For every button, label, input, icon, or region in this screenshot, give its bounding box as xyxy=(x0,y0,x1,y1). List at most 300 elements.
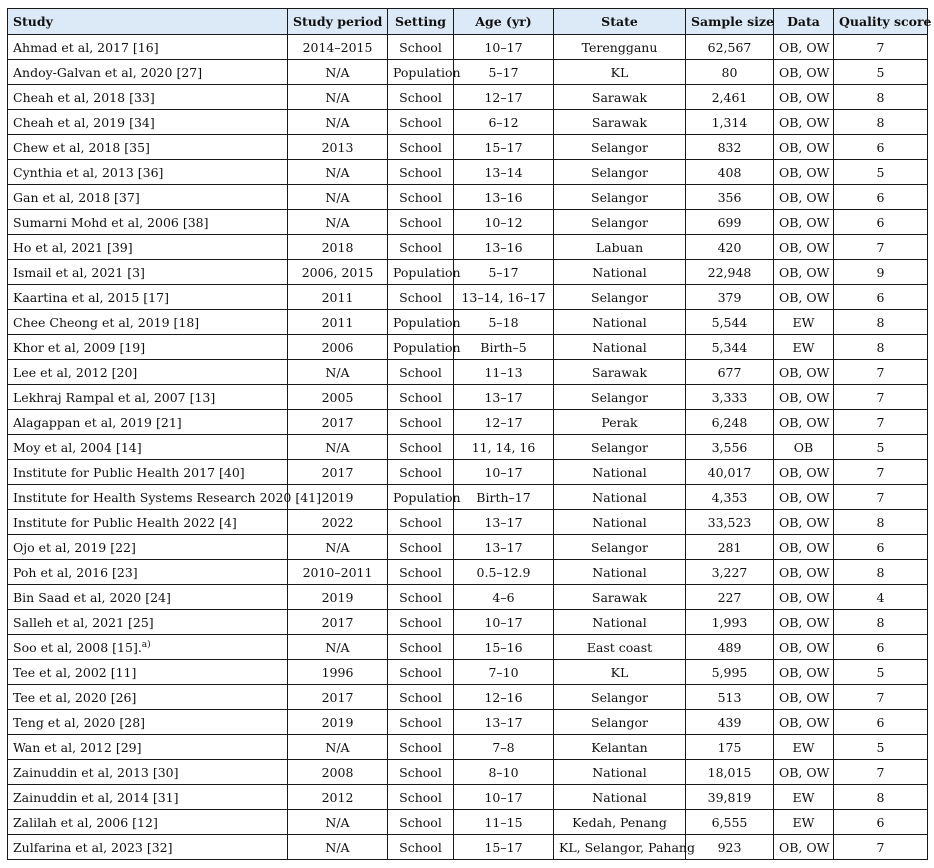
cell-data-text: OB, OW xyxy=(779,114,830,130)
cell-study-period xyxy=(288,35,388,60)
cell-data-text: OB, OW xyxy=(779,189,830,205)
cell-sample-size xyxy=(686,535,774,560)
cell-study-text: Zainuddin et al, 2013 [30] xyxy=(13,764,179,780)
cell-sample-size-text: 832 xyxy=(717,139,742,155)
cell-state-text: National xyxy=(592,564,647,580)
cell-data-text: OB, OW xyxy=(779,614,830,630)
cell-sample-size-text: 1,993 xyxy=(711,614,748,630)
cell-quality-score xyxy=(834,410,928,435)
cell-state xyxy=(554,460,686,485)
cell-setting xyxy=(388,660,454,685)
cell-sample-size-text: 699 xyxy=(717,214,742,230)
cell-age xyxy=(454,285,554,310)
cell-sample-size-text: 62,567 xyxy=(707,39,752,55)
cell-state xyxy=(554,210,686,235)
cell-setting xyxy=(388,285,454,310)
cell-data xyxy=(774,60,834,85)
cell-data xyxy=(774,360,834,385)
cell-age-text: 13–16 xyxy=(484,189,523,205)
cell-data-text: OB, OW xyxy=(779,389,830,405)
cell-age-text: Birth–17 xyxy=(476,489,531,505)
cell-age xyxy=(454,110,554,135)
cell-study-text: Cheah et al, 2018 [33] xyxy=(13,89,155,105)
cell-study-text: Andoy-Galvan et al, 2020 [27] xyxy=(13,64,203,80)
cell-study-period-text: 2006, 2015 xyxy=(301,264,374,280)
cell-study xyxy=(8,710,288,735)
cell-setting-text: School xyxy=(399,139,442,155)
cell-data-text: OB, OW xyxy=(779,264,830,280)
table-row xyxy=(8,160,928,185)
cell-quality-score-text: 5 xyxy=(876,664,885,680)
cell-study xyxy=(8,685,288,710)
table-row xyxy=(8,585,928,610)
cell-quality-score xyxy=(834,685,928,710)
table-row xyxy=(8,385,928,410)
cell-study xyxy=(8,110,288,135)
cell-study-period xyxy=(288,785,388,810)
cell-quality-score-text: 5 xyxy=(876,439,885,455)
cell-quality-score xyxy=(834,160,928,185)
cell-quality-score xyxy=(834,285,928,310)
cell-state-text: National xyxy=(592,764,647,780)
cell-quality-score-text: 5 xyxy=(876,164,885,180)
cell-study-period xyxy=(288,685,388,710)
cell-study xyxy=(8,85,288,110)
cell-study-period-text: 2008 xyxy=(321,764,354,780)
cell-study xyxy=(8,385,288,410)
table-row xyxy=(8,285,928,310)
cell-study-text: Moy et al, 2004 [14] xyxy=(13,439,142,455)
cell-study xyxy=(8,510,288,535)
cell-data xyxy=(774,410,834,435)
cell-age xyxy=(454,460,554,485)
cell-state xyxy=(554,610,686,635)
cell-state xyxy=(554,110,686,135)
cell-data-text: EW xyxy=(792,814,815,830)
cell-setting-text: School xyxy=(399,164,442,180)
cell-setting xyxy=(388,635,454,660)
cell-age xyxy=(454,235,554,260)
cell-sample-size-text: 420 xyxy=(717,239,742,255)
cell-quality-score-text: 6 xyxy=(876,189,885,205)
cell-study-period-text: 2019 xyxy=(321,589,354,605)
cell-data xyxy=(774,835,834,860)
cell-study xyxy=(8,335,288,360)
cell-sample-size xyxy=(686,635,774,660)
cell-study-period-text: 2011 xyxy=(321,289,354,305)
cell-age-text: 12–17 xyxy=(484,89,523,105)
table-row xyxy=(8,60,928,85)
cell-sample-size xyxy=(686,460,774,485)
cell-quality-score-text: 8 xyxy=(876,614,885,630)
cell-state-text: KL, Selangor, Pahang xyxy=(559,839,695,855)
cell-state-text: National xyxy=(592,514,647,530)
cell-study-period-text: 2017 xyxy=(321,689,354,705)
table-body xyxy=(8,35,928,860)
cell-quality-score-text: 8 xyxy=(876,89,885,105)
table-row xyxy=(8,335,928,360)
cell-age xyxy=(454,660,554,685)
cell-quality-score-text: 6 xyxy=(876,714,885,730)
cell-state-text: Perak xyxy=(601,414,638,430)
cell-state-text: KL xyxy=(610,664,629,680)
cell-sample-size-text: 80 xyxy=(721,64,738,80)
cell-age xyxy=(454,385,554,410)
cell-sample-size xyxy=(686,185,774,210)
cell-sample-size-text: 923 xyxy=(717,839,742,855)
cell-study-period xyxy=(288,285,388,310)
header-state: State xyxy=(554,9,686,35)
cell-quality-score xyxy=(834,535,928,560)
table-header xyxy=(8,9,932,35)
cell-data xyxy=(774,810,834,835)
cell-sample-size-text: 39,819 xyxy=(707,789,752,805)
cell-study-period xyxy=(288,760,388,785)
cell-sample-size-text: 5,995 xyxy=(711,664,748,680)
cell-age-text: 10–17 xyxy=(484,789,523,805)
cell-age-text: 15–17 xyxy=(484,139,523,155)
cell-state xyxy=(554,35,686,60)
cell-age xyxy=(454,735,554,760)
cell-study-period-text: N/A xyxy=(325,439,350,455)
cell-setting xyxy=(388,210,454,235)
cell-state xyxy=(554,435,686,460)
cell-study xyxy=(8,735,288,760)
cell-study-period xyxy=(288,185,388,210)
cell-quality-score xyxy=(834,260,928,285)
cell-study-text: Cheah et al, 2019 [34] xyxy=(13,114,155,130)
cell-sample-size xyxy=(686,60,774,85)
cell-sample-size-text: 677 xyxy=(717,364,742,380)
cell-quality-score xyxy=(834,835,928,860)
cell-quality-score-text: 8 xyxy=(876,564,885,580)
cell-age xyxy=(454,485,554,510)
cell-data xyxy=(774,185,834,210)
cell-setting-text: School xyxy=(399,789,442,805)
cell-setting xyxy=(388,260,461,285)
cell-age xyxy=(454,785,554,810)
cell-study xyxy=(8,135,288,160)
cell-age xyxy=(454,360,554,385)
cell-sample-size xyxy=(686,610,774,635)
table-row xyxy=(8,410,928,435)
cell-quality-score xyxy=(834,60,928,85)
table-row xyxy=(8,535,928,560)
cell-data-text: OB, OW xyxy=(779,464,830,480)
cell-quality-score xyxy=(834,210,928,235)
cell-quality-score xyxy=(834,235,928,260)
cell-quality-score-text: 6 xyxy=(876,539,885,555)
cell-age-text: 7–10 xyxy=(488,664,519,680)
cell-state xyxy=(554,335,686,360)
cell-study-period-text: N/A xyxy=(325,539,350,555)
footnote-marker: a) xyxy=(141,639,151,650)
cell-sample-size-text: 356 xyxy=(717,189,742,205)
cell-age-text: 11–15 xyxy=(484,814,523,830)
table-container xyxy=(7,8,932,860)
cell-study-period-text: 2013 xyxy=(321,139,354,155)
cell-state xyxy=(554,785,686,810)
cell-age-text: 12–16 xyxy=(484,689,523,705)
cell-study-period-text: 2019 xyxy=(321,489,354,505)
cell-setting xyxy=(388,510,454,535)
cell-state-text: National xyxy=(592,789,647,805)
cell-study-period-text: 2018 xyxy=(321,239,354,255)
cell-study-period-text: N/A xyxy=(325,839,350,855)
cell-setting xyxy=(388,560,454,585)
cell-sample-size-text: 1,314 xyxy=(711,114,748,130)
cell-state xyxy=(554,235,686,260)
cell-age xyxy=(454,135,554,160)
cell-data xyxy=(774,735,834,760)
cell-setting xyxy=(388,760,454,785)
cell-study xyxy=(8,835,288,860)
cell-study-period xyxy=(288,235,388,260)
cell-study xyxy=(8,235,288,260)
cell-study-period-text: N/A xyxy=(325,364,350,380)
cell-study-period xyxy=(288,635,388,660)
header-sample-size: Sample size xyxy=(686,9,774,35)
cell-setting xyxy=(388,685,454,710)
cell-data xyxy=(774,485,834,510)
table-row xyxy=(8,760,928,785)
cell-sample-size-text: 439 xyxy=(717,714,742,730)
cell-study xyxy=(8,160,288,185)
cell-age xyxy=(454,85,554,110)
cell-quality-score-text: 7 xyxy=(876,689,885,705)
cell-data xyxy=(774,110,834,135)
cell-quality-score-text: 8 xyxy=(876,789,885,805)
cell-age-text: 10–17 xyxy=(484,464,523,480)
cell-age xyxy=(454,535,554,560)
cell-study-period xyxy=(288,735,388,760)
cell-sample-size xyxy=(686,260,774,285)
cell-data xyxy=(774,135,834,160)
cell-study-period-text: 2010–2011 xyxy=(302,564,373,580)
cell-state xyxy=(554,760,686,785)
cell-data xyxy=(774,35,834,60)
cell-study-text: Lekhraj Rampal et al, 2007 [13] xyxy=(13,389,216,405)
cell-age xyxy=(454,610,554,635)
cell-study-period-text: N/A xyxy=(325,214,350,230)
cell-study-period-text: N/A xyxy=(325,639,350,655)
cell-age-text: 13–14, 16–17 xyxy=(461,289,546,305)
cell-data xyxy=(774,785,834,810)
cell-state-text: Selangor xyxy=(591,214,648,230)
table-row xyxy=(8,635,928,660)
cell-setting-text: School xyxy=(399,364,442,380)
cell-quality-score xyxy=(834,35,928,60)
cell-state xyxy=(554,810,686,835)
cell-setting-text: School xyxy=(399,214,442,230)
cell-state-text: National xyxy=(592,489,647,505)
cell-state-text: Sarawak xyxy=(591,114,648,130)
cell-setting-text: School xyxy=(399,664,442,680)
cell-setting-text: School xyxy=(399,764,442,780)
cell-data xyxy=(774,660,834,685)
cell-state-text: Selangor xyxy=(591,689,648,705)
table-row xyxy=(8,560,928,585)
cell-sample-size xyxy=(686,160,774,185)
cell-data xyxy=(774,460,834,485)
cell-study-period-text: 2019 xyxy=(321,714,354,730)
cell-study-text: Bin Saad et al, 2020 [24] xyxy=(13,589,171,605)
cell-age xyxy=(454,510,554,535)
cell-age-text: 13–17 xyxy=(484,539,523,555)
cell-study-text: Salleh et al, 2021 [25] xyxy=(13,614,154,630)
cell-sample-size-text: 18,015 xyxy=(707,764,752,780)
cell-age-text: 10–17 xyxy=(484,39,523,55)
cell-age-text: 5–17 xyxy=(488,64,519,80)
cell-study-text: Soo et al, 2008 [15]. xyxy=(13,639,142,655)
cell-setting-text: School xyxy=(399,814,442,830)
cell-age xyxy=(454,685,554,710)
cell-quality-score-text: 7 xyxy=(876,764,885,780)
cell-study-period xyxy=(288,385,388,410)
cell-quality-score xyxy=(834,785,928,810)
cell-quality-score xyxy=(834,435,928,460)
cell-state-text: Selangor xyxy=(591,439,648,455)
table-row xyxy=(8,185,928,210)
cell-sample-size xyxy=(686,335,774,360)
cell-age xyxy=(454,635,554,660)
cell-study-text: Wan et al, 2012 [29] xyxy=(13,739,142,755)
cell-setting-text: School xyxy=(399,714,442,730)
cell-state xyxy=(554,585,686,610)
cell-quality-score-text: 6 xyxy=(876,814,885,830)
table-row xyxy=(8,785,928,810)
cell-quality-score xyxy=(834,485,928,510)
cell-setting xyxy=(388,385,454,410)
cell-state xyxy=(554,285,686,310)
cell-setting-text: Population xyxy=(393,339,461,355)
cell-age-text: 10–17 xyxy=(484,614,523,630)
cell-study-period xyxy=(288,85,388,110)
cell-age-text: Birth–5 xyxy=(480,339,527,355)
cell-data-text: OB, OW xyxy=(779,89,830,105)
cell-study-period xyxy=(288,510,388,535)
cell-sample-size xyxy=(686,360,774,385)
cell-sample-size xyxy=(686,410,774,435)
cell-study-text: Chew et al, 2018 [35] xyxy=(13,139,150,155)
cell-study-period xyxy=(288,210,388,235)
cell-study-period-text: N/A xyxy=(325,814,350,830)
cell-study-period xyxy=(288,660,388,685)
cell-sample-size xyxy=(686,760,774,785)
cell-setting-text: School xyxy=(399,689,442,705)
cell-sample-size-text: 379 xyxy=(717,289,742,305)
cell-state-text: Selangor xyxy=(591,289,648,305)
cell-quality-score-text: 6 xyxy=(876,639,885,655)
cell-quality-score-text: 5 xyxy=(876,64,885,80)
cell-study-text: Institute for Health Systems Research 2020 [41] xyxy=(13,489,322,505)
cell-state-text: Selangor xyxy=(591,389,648,405)
table-row xyxy=(8,835,928,860)
cell-study-text: Ho et al, 2021 [39] xyxy=(13,239,133,255)
cell-quality-score xyxy=(834,135,928,160)
cell-setting xyxy=(388,360,454,385)
cell-study xyxy=(8,410,288,435)
cell-data-text: OB, OW xyxy=(779,289,830,305)
cell-age xyxy=(454,810,554,835)
cell-sample-size-text: 175 xyxy=(717,739,742,755)
cell-data-text: EW xyxy=(792,739,815,755)
cell-age xyxy=(454,560,554,585)
cell-data-text: OB, OW xyxy=(779,564,830,580)
cell-quality-score-text: 8 xyxy=(876,514,885,530)
cell-study xyxy=(8,310,288,335)
cell-age-text: 13–17 xyxy=(484,389,523,405)
cell-data-text: OB, OW xyxy=(779,589,830,605)
cell-state xyxy=(554,385,686,410)
cell-study-period xyxy=(288,810,388,835)
cell-study-period xyxy=(288,610,388,635)
cell-setting-text: School xyxy=(399,739,442,755)
cell-quality-score-text: 8 xyxy=(876,114,885,130)
cell-study-period xyxy=(288,410,388,435)
cell-data xyxy=(774,610,834,635)
cell-state xyxy=(554,410,686,435)
cell-data-text: OB xyxy=(793,439,814,455)
cell-study xyxy=(8,60,288,85)
cell-age-text: 12–17 xyxy=(484,414,523,430)
table-row xyxy=(8,610,928,635)
cell-state xyxy=(554,85,686,110)
cell-sample-size xyxy=(686,285,774,310)
cell-study-text: Kaartina et al, 2015 [17] xyxy=(13,289,169,305)
cell-age xyxy=(454,760,554,785)
cell-quality-score-text: 5 xyxy=(876,739,885,755)
cell-state xyxy=(554,310,686,335)
cell-study xyxy=(8,210,288,235)
cell-setting-text: School xyxy=(399,389,442,405)
cell-study-period-text: 2012 xyxy=(321,789,354,805)
table-row xyxy=(8,735,928,760)
cell-data xyxy=(774,260,834,285)
cell-setting-text: School xyxy=(399,839,442,855)
table-row xyxy=(8,360,928,385)
cell-study-text: Alagappan et al, 2019 [21] xyxy=(13,414,182,430)
cell-data xyxy=(774,635,834,660)
cell-sample-size-text: 33,523 xyxy=(707,514,752,530)
table-row xyxy=(8,810,928,835)
cell-sample-size-text: 489 xyxy=(717,639,742,655)
cell-quality-score-text: 7 xyxy=(876,464,885,480)
table-row xyxy=(8,660,928,685)
cell-setting-text: School xyxy=(399,539,442,555)
cell-state-text: Selangor xyxy=(591,539,648,555)
cell-sample-size-text: 513 xyxy=(717,689,742,705)
cell-sample-size xyxy=(686,710,774,735)
cell-quality-score xyxy=(834,110,928,135)
cell-setting xyxy=(388,710,454,735)
cell-quality-score xyxy=(834,335,928,360)
cell-study-period xyxy=(288,460,388,485)
cell-study-text: Zulfarina et al, 2023 [32] xyxy=(13,839,173,855)
cell-data xyxy=(774,210,834,235)
cell-study-period xyxy=(288,560,388,585)
cell-setting xyxy=(388,460,454,485)
cell-quality-score xyxy=(834,360,928,385)
cell-quality-score-text: 7 xyxy=(876,489,885,505)
cell-study xyxy=(8,185,288,210)
cell-study xyxy=(8,535,288,560)
cell-study-period-text: N/A xyxy=(325,739,350,755)
cell-sample-size xyxy=(686,85,774,110)
cell-sample-size xyxy=(686,810,774,835)
cell-quality-score xyxy=(834,710,928,735)
cell-state xyxy=(554,510,686,535)
